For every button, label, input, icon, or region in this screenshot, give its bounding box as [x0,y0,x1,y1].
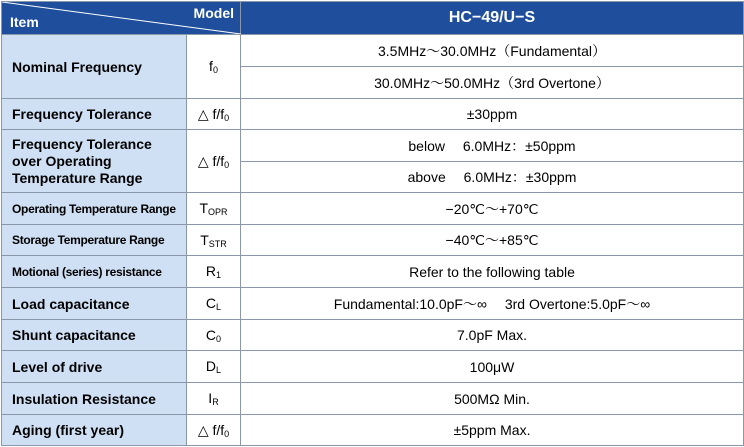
row-value: above 6.0MHz：±30ppm [241,162,744,193]
row-label: Operating Temperature Range [2,193,187,225]
row-label: Aging (first year) [2,415,187,446]
row-symbol: $T_{STR}$ [187,225,241,256]
row-value: 100μW [241,351,744,383]
row-value: 500MΩ Min. [241,383,744,415]
row-value: Fundamental:10.0pF～∞ 3rd Overtone:5.0pF～∞ [241,288,744,320]
row-symbol: $C_0$ [187,320,241,351]
row-symbol: △ $f/f_0$ [187,415,241,446]
row-value: ±30ppm [241,99,744,130]
table-row [2,99,744,130]
row-value: 3.5MHz～30.0MHz（Fundamental） [241,35,744,67]
row-label: Frequency Tolerance [2,99,187,130]
row-symbol: △ $f/f_0$ [187,99,241,130]
row-value: ±5ppm Max. [241,415,744,446]
table-row [2,383,744,415]
table-row [2,415,744,446]
row-label: Load capacitance [2,288,187,320]
row-value: below 6.0MHz：±50ppm [241,130,744,162]
row-label: Storage Temperature Range [2,225,187,256]
row-label: Frequency Tolerance over Operating Temperature Range [2,130,187,193]
row-value: 30.0MHz～50.0MHz（3rd Overtone） [241,67,744,99]
row-symbol: $f_0$ [187,35,241,99]
row-value: −40℃～+85℃ [241,225,744,256]
header-row [2,2,744,35]
table-row [2,351,744,383]
row-symbol: $T_{OPR}$ [187,193,241,225]
header-model-label: Model [193,5,234,21]
header-item-label: Item [10,14,39,30]
table-row [2,256,744,288]
row-label: Motional (series) resistance [2,256,187,288]
row-symbol: △ $f/f_0$ [187,130,241,193]
row-symbol: $I_R$ [187,383,241,415]
spec-table [1,1,744,446]
row-label: Shunt capacitance [2,320,187,351]
row-symbol: $C_L$ [187,288,241,320]
header-corner [2,2,241,35]
row-label: Nominal Frequency [2,35,187,99]
row-symbol: $R_1$ [187,256,241,288]
table-row [2,193,744,225]
row-label: Level of drive [2,351,187,383]
row-value: 7.0pF Max. [241,320,744,351]
header-product: HC−49/U−S [241,2,744,35]
row-symbol: $D_L$ [187,351,241,383]
table-row [2,225,744,256]
row-value: −20℃～+70℃ [241,193,744,225]
table-row [2,320,744,351]
row-label: Insulation Resistance [2,383,187,415]
row-value: Refer to the following table [241,256,744,288]
table-row [2,35,744,67]
table-row [2,288,744,320]
table-row [2,130,744,162]
